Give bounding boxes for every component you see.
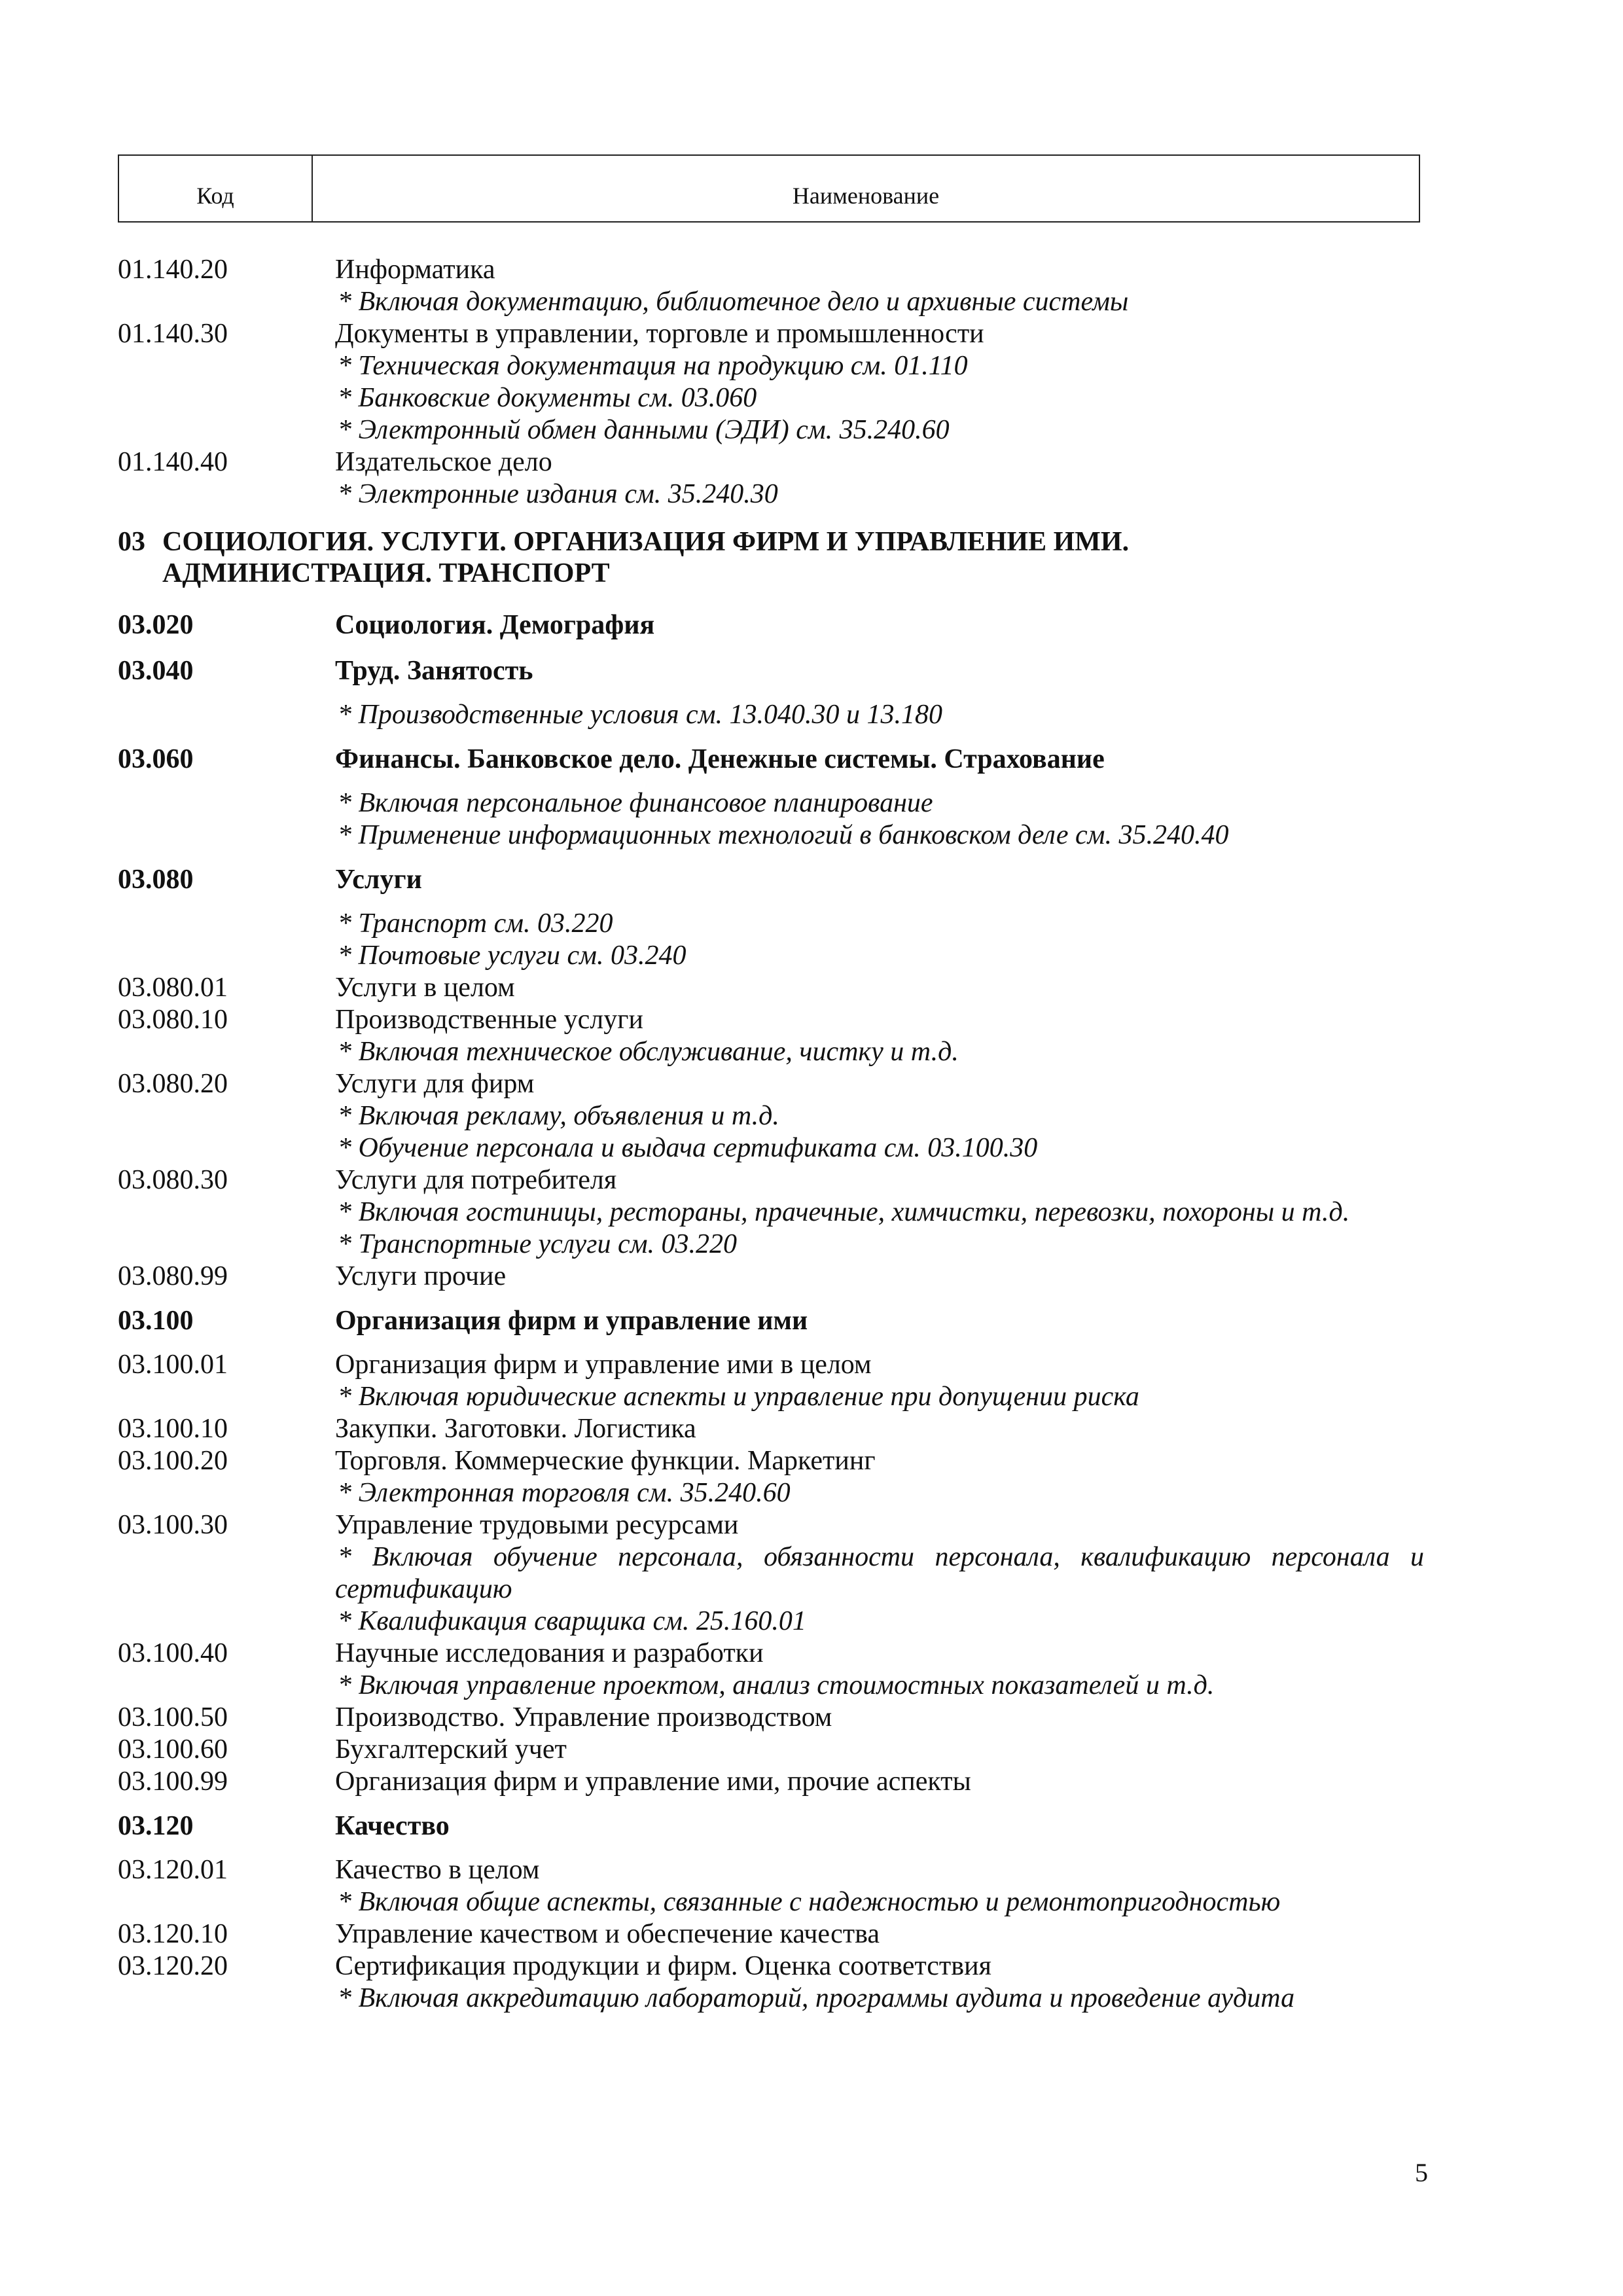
entry-name: Управление качеством и обеспечение качества <box>335 1919 880 1949</box>
entry-name: Издательское дело <box>335 447 552 477</box>
entry-note <box>118 478 1427 511</box>
entry-note <box>118 699 1427 731</box>
entry-name: Услуги для потребителя <box>335 1165 617 1195</box>
section-row <box>118 653 1427 689</box>
entry-name: Производство. Управление производством <box>335 1702 832 1732</box>
chapter-heading <box>118 526 1427 589</box>
entry-code: 03.100.50 <box>118 1702 228 1732</box>
note-text: * Включая обучение персонала, обязанности персонала, квалификацию персонала и <box>338 1542 1424 1572</box>
section-code: 03.080 <box>118 865 194 895</box>
note-text: * Включая общие аспекты, связанные с надежностью и ремонтопригодностью <box>338 1887 1281 1917</box>
entry-note <box>118 940 1427 972</box>
entry-note <box>118 1132 1427 1164</box>
note-text: * Почтовые услуги см. 03.240 <box>338 941 687 971</box>
note-text: * Включая юридические аспекты и управление при допущении риска <box>338 1382 1139 1412</box>
entry-row <box>118 1004 1427 1036</box>
entry-note <box>118 1100 1427 1132</box>
entry-row <box>118 1638 1427 1670</box>
entry-code: 03.100.30 <box>118 1510 228 1540</box>
entry-code: 03.120.20 <box>118 1951 228 1981</box>
section-code: 03.100 <box>118 1306 194 1336</box>
section-code: 03.020 <box>118 610 194 640</box>
entry-name: Организация фирм и управление ими в целом <box>335 1350 872 1380</box>
entry-name: Сертификация продукции и фирм. Оценка соответствия <box>335 1951 991 1981</box>
note-text: * Производственные условия см. 13.040.30 и 13.180 <box>338 700 942 730</box>
entry-row <box>118 1068 1427 1100</box>
entry-code: 03.080.30 <box>118 1165 228 1195</box>
entry-code: 01.140.30 <box>118 319 228 349</box>
section-row <box>118 862 1427 897</box>
section-name: Труд. Занятость <box>335 656 533 686</box>
entry-note <box>118 908 1427 940</box>
entry-name: Услуги для фирм <box>335 1069 535 1099</box>
note-text: * Включая документацию, библиотечное дело и архивные системы <box>338 287 1129 317</box>
header-name: Наименование <box>792 183 940 209</box>
entry-code: 03.080.01 <box>118 973 228 1003</box>
entry-code: 03.100.99 <box>118 1767 228 1797</box>
entry-name: Бухгалтерский учет <box>335 1734 567 1765</box>
note-text: * Транспортные услуги см. 03.220 <box>338 1229 738 1259</box>
entry-row <box>118 1918 1427 1950</box>
entry-name: Научные исследования и разработки <box>335 1638 764 1668</box>
section-row <box>118 607 1427 643</box>
entry-note <box>118 1886 1427 1918</box>
entry-name: Торговля. Коммерческие функции. Маркетинг <box>335 1446 876 1476</box>
entry-row <box>118 1413 1427 1445</box>
entry-name: Услуги прочие <box>335 1261 507 1291</box>
note-text: * Банковские документы см. 03.060 <box>338 383 757 413</box>
chapter-number: 03 <box>118 527 145 557</box>
section-row <box>118 1808 1427 1844</box>
entry-name: Информатика <box>335 255 495 285</box>
entry-code: 03.100.01 <box>118 1350 228 1380</box>
entry-code: 03.120.10 <box>118 1919 228 1949</box>
entry-name: Закупки. Заготовки. Логистика <box>335 1414 696 1444</box>
entry-row <box>118 1854 1427 1886</box>
note-text: * Включая рекламу, объявления и т.д. <box>338 1101 779 1131</box>
table-header <box>118 154 1420 223</box>
entry-note <box>118 382 1427 414</box>
entry-note <box>118 1196 1427 1229</box>
note-text: * Включая персональное финансовое планирование <box>338 788 933 818</box>
entry-note <box>118 1541 1427 1573</box>
note-text: * Включая гостиницы, рестораны, прачечные, химчистки, перевозки, похороны и т.д. <box>338 1197 1350 1227</box>
entry-name: Управление трудовыми ресурсами <box>335 1510 739 1540</box>
entry-code: 03.100.40 <box>118 1638 228 1668</box>
note-text: * Электронная торговля см. 35.240.60 <box>338 1478 791 1508</box>
entry-note <box>118 1605 1427 1638</box>
entry-row <box>118 446 1427 478</box>
entry-note <box>118 819 1427 852</box>
entry-row <box>118 1950 1427 1982</box>
section-name: Организация фирм и управление ими <box>335 1306 808 1336</box>
entry-note <box>118 787 1427 819</box>
entry-code: 03.080.10 <box>118 1005 228 1035</box>
entry-note <box>118 286 1427 318</box>
chapter-title-line1: СОЦИОЛОГИЯ. УСЛУГИ. ОРГАНИЗАЦИЯ ФИРМ И УПРАВЛЕНИЕ ИМИ. <box>162 527 1130 557</box>
section-name: Финансы. Банковское дело. Денежные системы. Страхование <box>335 744 1105 774</box>
entry-row <box>118 1734 1427 1766</box>
entry-code: 03.080.99 <box>118 1261 228 1291</box>
entry-row <box>118 254 1427 286</box>
section-row <box>118 1303 1427 1338</box>
note-text: * Электронные издания см. 35.240.30 <box>338 479 778 509</box>
entry-row <box>118 1445 1427 1477</box>
note-text: сертификацию <box>335 1574 512 1604</box>
entry-code: 03.100.60 <box>118 1734 228 1765</box>
entry-name: Документы в управлении, торговле и промышленности <box>335 319 984 349</box>
classifier-list <box>118 254 1427 2015</box>
entry-name: Услуги в целом <box>335 973 515 1003</box>
entry-code: 01.140.40 <box>118 447 228 477</box>
page-number: 5 <box>1415 2158 1428 2187</box>
note-text: * Обучение персонала и выдача сертификата см. 03.100.30 <box>338 1133 1038 1163</box>
entry-row <box>118 972 1427 1004</box>
note-text: * Включая техническое обслуживание, чистку и т.д. <box>338 1037 959 1067</box>
entry-note <box>118 1381 1427 1413</box>
entry-row <box>118 318 1427 350</box>
entry-code: 03.100.20 <box>118 1446 228 1476</box>
entry-note <box>118 414 1427 446</box>
entry-note <box>118 1982 1427 2015</box>
entry-row <box>118 1509 1427 1541</box>
chapter-title-line2: АДМИНИСТРАЦИЯ. ТРАНСПОРТ <box>162 558 610 588</box>
note-text: * Квалификация сварщика см. 25.160.01 <box>338 1606 806 1636</box>
section-code: 03.120 <box>118 1811 194 1841</box>
entry-note <box>118 1477 1427 1509</box>
entry-row <box>118 1702 1427 1734</box>
entry-note <box>118 1573 1427 1605</box>
section-code: 03.040 <box>118 656 194 686</box>
section-name: Социология. Демография <box>335 610 655 640</box>
entry-row <box>118 1349 1427 1381</box>
entry-note <box>118 1036 1427 1068</box>
entry-code: 03.100.10 <box>118 1414 228 1444</box>
entry-name: Производственные услуги <box>335 1005 643 1035</box>
entry-row <box>118 1164 1427 1196</box>
note-text: * Включая управление проектом, анализ стоимостных показателей и т.д. <box>338 1670 1215 1700</box>
section-row <box>118 742 1427 777</box>
entry-name: Качество в целом <box>335 1855 540 1885</box>
entry-name: Организация фирм и управление ими, прочие аспекты <box>335 1767 971 1797</box>
entry-code: 03.120.01 <box>118 1855 228 1885</box>
section-name: Услуги <box>335 865 422 895</box>
entry-row <box>118 1261 1427 1293</box>
section-code: 03.060 <box>118 744 194 774</box>
entry-note <box>118 1670 1427 1702</box>
entry-note <box>118 1229 1427 1261</box>
header-code: Код <box>119 156 313 221</box>
section-name: Качество <box>335 1811 450 1841</box>
entry-row <box>118 1766 1427 1798</box>
entry-code: 01.140.20 <box>118 255 228 285</box>
entry-note <box>118 350 1427 382</box>
note-text: * Применение информационных технологий в банковском деле см. 35.240.40 <box>338 820 1229 850</box>
note-text: * Техническая документация на продукцию см. 01.110 <box>338 351 968 381</box>
note-text: * Электронный обмен данными (ЭДИ) см. 35.240.60 <box>338 415 950 445</box>
note-text: * Включая аккредитацию лабораторий, программы аудита и проведение аудита <box>338 1983 1295 2013</box>
note-text: * Транспорт см. 03.220 <box>338 908 613 939</box>
entry-code: 03.080.20 <box>118 1069 228 1099</box>
